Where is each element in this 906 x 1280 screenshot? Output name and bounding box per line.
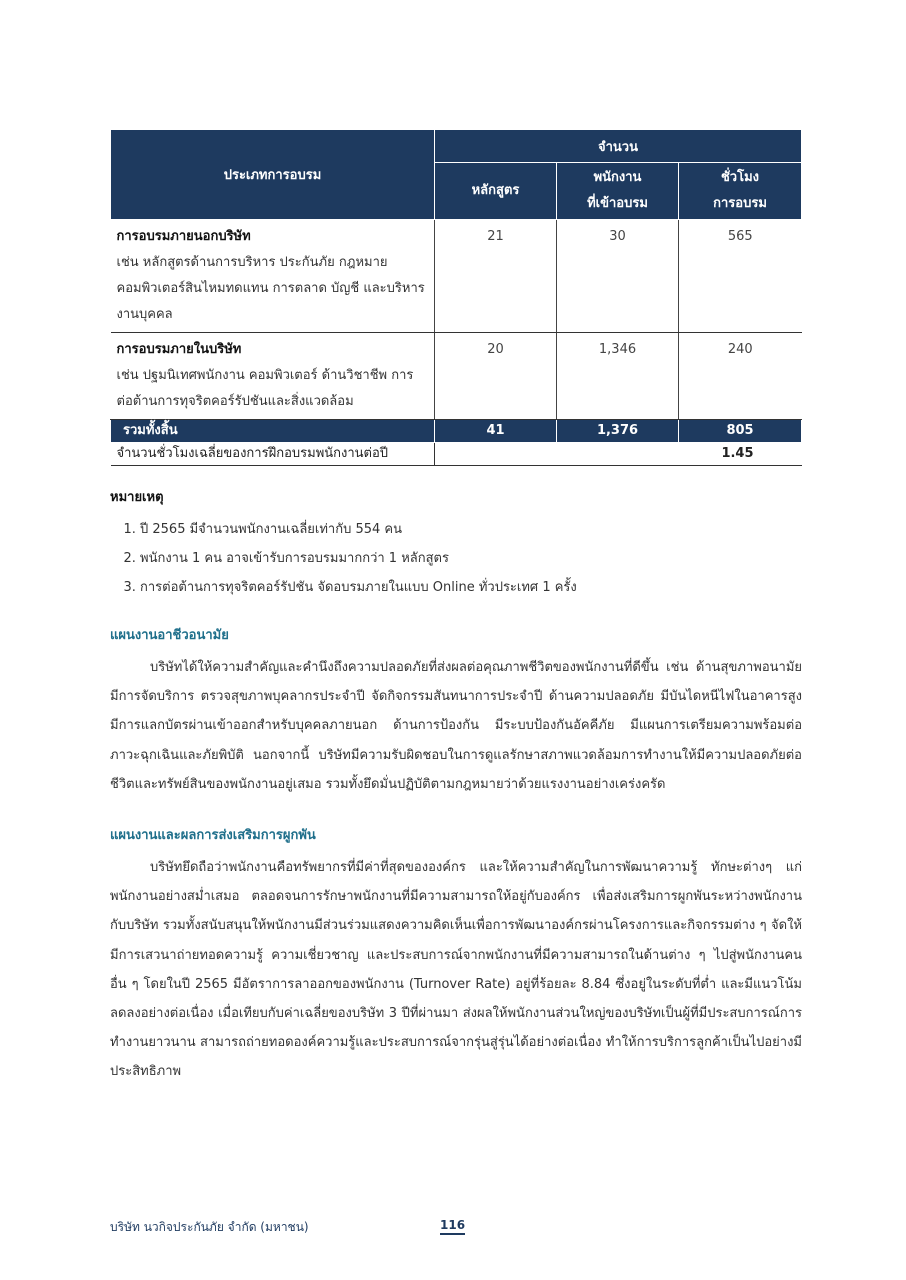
health-body: บริษัทได้ให้ความสำคัญและคำนึงถึงความปลอดภัยที่ส่งผลต่อคุณภาพชีวิตของพนักงานที่ดีขึ้น เช่น ด้านสุขภาพอนามัย มีการจัดบริการ ตรวจสุขภาพบุคลากรประจำปี จัดกิจกรรมสันทนาการประจำปี ด้านความปลอดภัย มีบันไดหนีไฟในอาคารสูง มีการแลกบัตรผ่านเข้าออกสำหรับบุคคลภายนอก ด้านการป้องกัน มีระบบป้องกันอัคคีภัย มีแผนการเตรียมความพร้อมต่อภาวะฉุกเฉินและภัยพิบัติ นอกจากนี้ บริษัทมีความรับผิดชอบในการดูแลรักษาสภาพแวดล้อมการทำงานให้มีความปลอดภัยต่อชีวิตและทรัพย์สินของพนักงานอยู่เสมอ รวมทั้งยึดมั่นปฏิบัติตามกฎหมายว่าด้วยแรงงานอย่างเคร่งครัด bbox=[110, 660, 802, 792]
total-row bbox=[111, 420, 802, 443]
row-title: การอบรมภายในบริษัท bbox=[116, 342, 242, 357]
total-courses: 41 bbox=[435, 420, 557, 443]
table-row bbox=[111, 220, 802, 333]
note-item: 1. ปี 2565 มีจำนวนพนักงานเฉลี่ยเท่ากับ 554 คน bbox=[140, 515, 810, 544]
row-description: เช่น หลักสูตรด้านการบริหาร ประกันภัย กฎหมาย คอมพิวเตอร์สินไหมทดแทน การตลาด บัญชี และบริหารงานบุคคล bbox=[116, 255, 425, 322]
engagement-body: บริษัทยึดถือว่าพนักงานคือทรัพยากรที่มีค่าที่สุดขององค์กร และให้ความสำคัญในการพัฒนาความรู้ ทักษะต่างๆ แก่พนักงานอย่างสม่ำเสมอ ตลอดจนการรักษาพนักงานที่มีความสามารถให้อยู่กับองค์กร เพื่อส่งเสริมการผูกพันระหว่างพนักงานกับบริษัท รวมทั้งสนับสนุนให้พนักงานมีส่วนร่วมแสดงความคิดเห็นเพื่อการพัฒนาองค์กรผ่านโครงการและกิจกรรมต่าง ๆ จัดให้มีการเสวนาถ่ายทอดความรู้ ความเชี่ยวชาญ และประสบการณ์จากพนักงานที่มีความสามารถในด้านต่าง ๆ ไปสู่พนักงานคนอื่น ๆ โดยในปี 2565 มีอัตราการลาออกของพนักงาน (Turnover Rate) อยู่ที่ร้อยละ 8.84 ซึ่งอยู่ในระดับที่ต่ำ และมีแนวโน้มลดลงอย่างต่อเนื่อง เมื่อเทียบกับค่าเฉลี่ยของบริษัท 3 ปีที่ผ่านมา ส่งผลให้พนักงานส่วนใหญ่ของบริษัทเป็นผู้ที่มีประสบการณ์การทำงานยาวนาน สามารถถ่ายทอดองค์ความรู้และประสบการณ์จากรุ่นสู่รุ่นได้อย่างต่อเนื่อง ทำให้การบริการลูกค้าเป็นไปอย่างมีประสิทธิภาพ bbox=[110, 860, 802, 1080]
notes-list bbox=[110, 515, 810, 602]
total-label: รวมทั้งสิ้น bbox=[111, 420, 435, 443]
average-label: จำนวนชั่วโมงเฉลี่ยของการฝึกอบรมพนักงานต่อปี bbox=[111, 443, 435, 466]
footer-company: บริษัท นวกิจประกันภัย จำกัด (มหาชน) bbox=[110, 1220, 309, 1234]
row-courses: 21 bbox=[435, 220, 557, 333]
row-employees: 1,346 bbox=[557, 333, 679, 420]
row-hours: 565 bbox=[679, 220, 802, 333]
row-description: เช่น ปฐมนิเทศพนักงาน คอมพิวเตอร์ ด้านวิชาชีพ การต่อต้านการทุจริตคอร์รัปชันและสิ่งแวดล้อม bbox=[116, 368, 414, 409]
total-hours: 805 bbox=[679, 420, 802, 443]
header-amount: จำนวน bbox=[435, 130, 802, 163]
page-number: 116 bbox=[440, 1218, 465, 1235]
header-employees: พนักงาน ที่เข้าอบรม bbox=[557, 163, 679, 220]
header-courses: หลักสูตร bbox=[435, 163, 557, 220]
average-row bbox=[111, 443, 802, 466]
header-training-type: ประเภทการอบรม bbox=[111, 130, 435, 220]
row-courses: 20 bbox=[435, 333, 557, 420]
notes-title: หมายเหตุ bbox=[110, 490, 164, 505]
engagement-heading: แผนงานและผลการส่งเสริมการผูกพัน bbox=[110, 828, 316, 843]
note-item: 2. พนักงาน 1 คน อาจเข้ารับการอบรมมากกว่า 1 หลักสูตร bbox=[140, 544, 810, 573]
header-hours: ชั่วโมง การอบรม bbox=[679, 163, 802, 220]
total-employees: 1,376 bbox=[557, 420, 679, 443]
table-row bbox=[111, 333, 802, 420]
training-table bbox=[110, 129, 802, 466]
engagement-section bbox=[110, 824, 802, 1087]
average-value: 1.45 bbox=[435, 443, 802, 466]
note-item: 3. การต่อต้านการทุจริตคอร์รัปชัน จัดอบรมภายในแบบ Online ทั่วประเทศ 1 ครั้ง bbox=[140, 573, 810, 602]
row-hours: 240 bbox=[679, 333, 802, 420]
health-section bbox=[110, 624, 802, 799]
health-heading: แผนงานอาชีวอนามัย bbox=[110, 628, 229, 643]
notes-section bbox=[110, 486, 810, 602]
row-employees: 30 bbox=[557, 220, 679, 333]
row-title: การอบรมภายนอกบริษัท bbox=[116, 229, 251, 244]
